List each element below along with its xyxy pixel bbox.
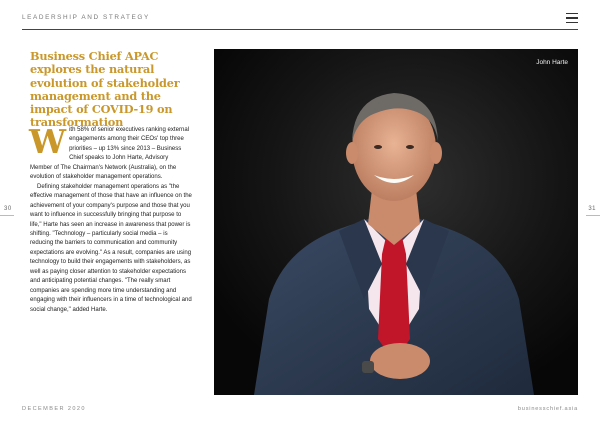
side-rule-right xyxy=(586,215,600,216)
menu-line xyxy=(566,13,578,14)
section-label: LEADERSHIP AND STRATEGY xyxy=(22,14,150,21)
page-number-left: 30 xyxy=(4,206,12,212)
footer-website[interactable]: businesschief.asia xyxy=(517,406,578,412)
menu-line xyxy=(566,22,578,23)
article-body xyxy=(29,122,192,315)
page-number-right: 31 xyxy=(588,206,596,212)
side-rule-left xyxy=(0,215,14,216)
drop-cap: W xyxy=(29,122,67,161)
paragraph-2: Defining stakeholder management operations as "the effective management of those that have an influence on the achievement of your company's purpose and those that you want to influence in successfully bringing that purpose to life," Harte has seen an increase in awareness that power is shifting. "Technology – particularly social media – is reducing the barriers to communication and community expectations are evolving." As a result, companies are using technology to build their engagements with stakeholders, as well as paying closer attention to stakeholder expectations and anticipating potential changes. "The really smart companies are spending more time understanding and engaging with their influencers in a time of technological and social change," added Harte. xyxy=(30,183,192,313)
hamburger-menu-icon[interactable] xyxy=(566,12,578,24)
photo-caption: John Harte xyxy=(536,59,568,66)
top-divider xyxy=(22,29,578,30)
paragraph-1 xyxy=(29,122,192,183)
footer-date: DECEMBER 2020 xyxy=(22,406,86,412)
portrait-photo xyxy=(214,49,578,395)
top-bar xyxy=(22,12,578,28)
menu-line xyxy=(566,17,578,18)
paragraph-1-text: ith 58% of senior executives ranking external engagements among their CEOs' top three priorities – up 13% since 2013 – Business Chief speaks to John Harte, Advisory Member of The Chairman's Network (Australia), on the evolution of stakeholder management operations. xyxy=(30,127,190,181)
article-headline: Business Chief APAC explores the natural evolution of stakeholder management and the impact of COVID-19 on transformation xyxy=(30,49,180,130)
portrait-illustration xyxy=(214,49,578,395)
